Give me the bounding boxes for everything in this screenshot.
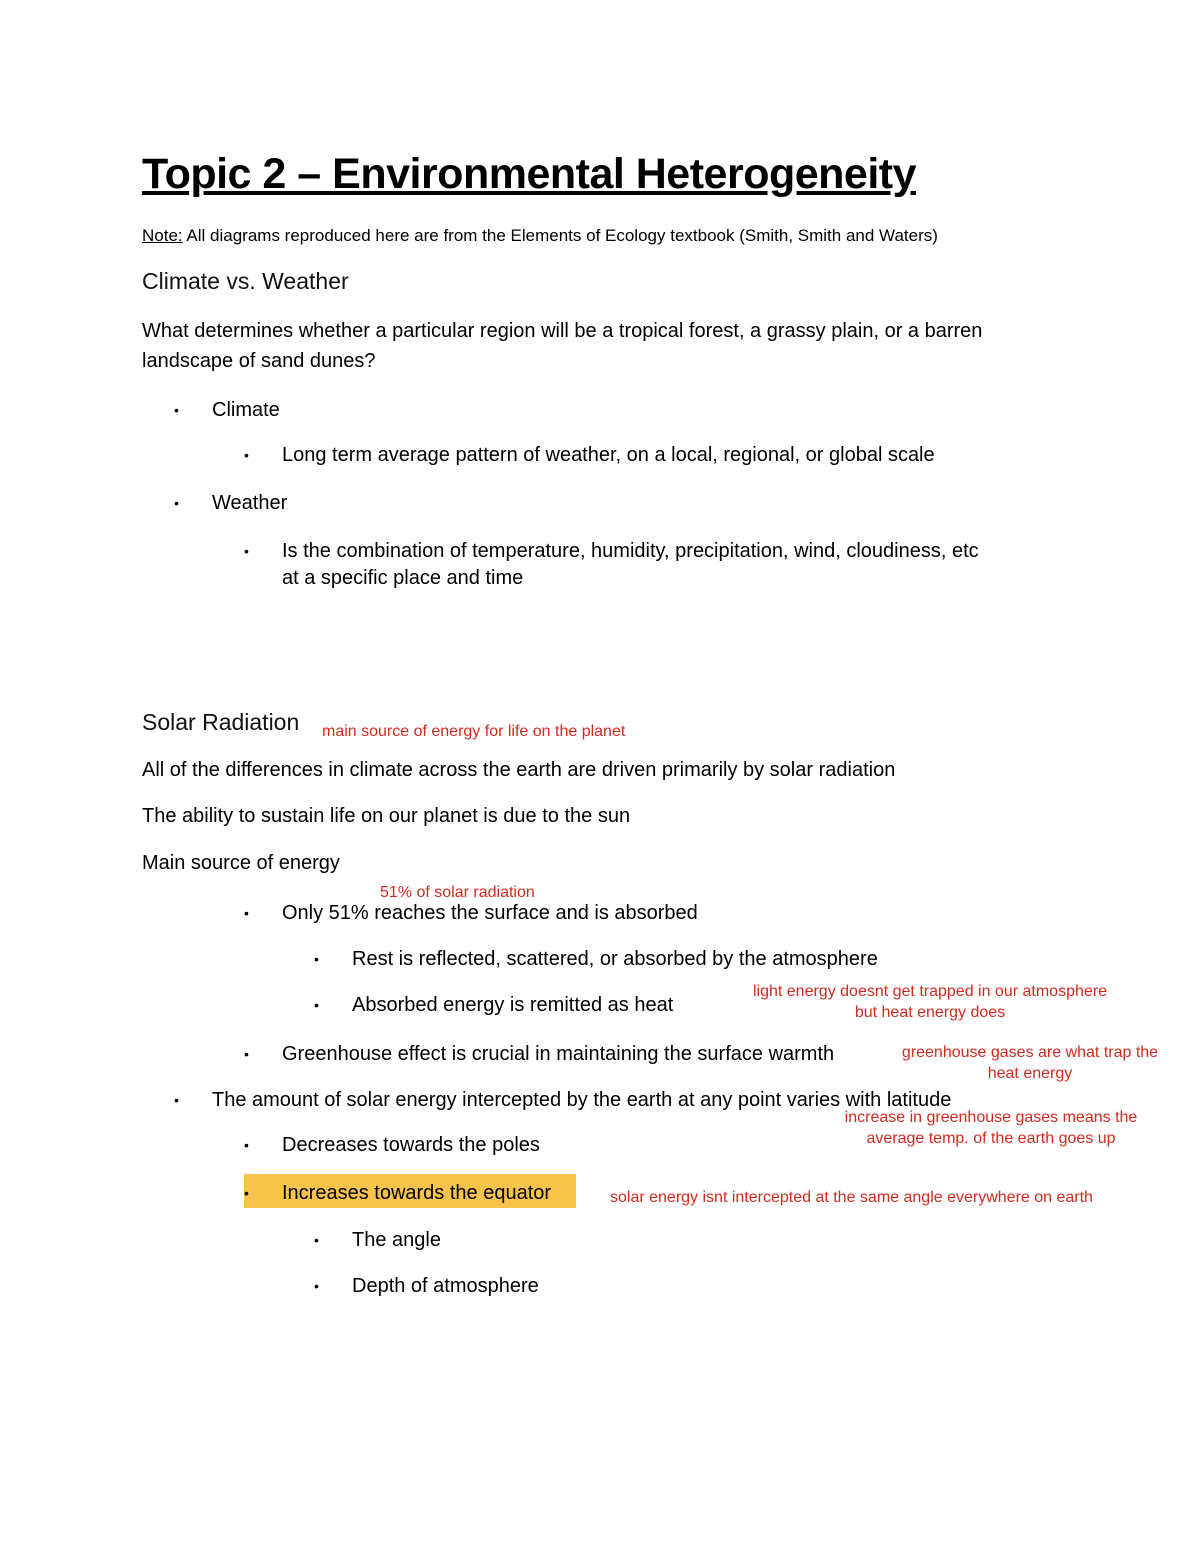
bullet-text: Climate — [212, 399, 280, 421]
page-title: Topic 2 – Environmental Heterogeneity — [142, 150, 916, 198]
bullet-dot: • — [244, 1046, 249, 1062]
bullet-text: The angle — [352, 1229, 441, 1251]
bullet-dot: • — [244, 1137, 249, 1153]
solar-line-3: Main source of energy — [142, 852, 340, 874]
bullet-dot: • — [174, 1092, 179, 1108]
question-line-2: landscape of sand dunes? — [142, 350, 376, 372]
note-line — [142, 226, 938, 246]
bullet-dot: • — [244, 1185, 249, 1201]
bullet-text: Long term average pattern of weather, on a local, regional, or global scale — [282, 444, 935, 466]
annotation-greenhouse-2: heat energy — [987, 1065, 1073, 1082]
bullet-dot: • — [314, 997, 319, 1013]
bullet-dot: • — [314, 951, 319, 967]
bullet-dot: • — [314, 1278, 319, 1294]
bullet-dot: • — [244, 447, 249, 463]
bullet-text: Greenhouse effect is crucial in maintaining the surface warmth — [282, 1043, 835, 1065]
bullet-text: The amount of solar energy intercepted by the earth at any point varies with latitude — [212, 1089, 952, 1111]
bullet-text: Absorbed energy is remitted as heat — [352, 994, 674, 1016]
bullet-text: Rest is reflected, scattered, or absorbed by the atmosphere — [352, 948, 878, 970]
annotation-greenhouse-1: greenhouse gases are what trap the — [901, 1044, 1159, 1061]
question-line-1: What determines whether a particular region will be a tropical forest, a grassy plain, or a barren — [142, 320, 983, 342]
bullet-text: Is the combination of temperature, humidity, precipitation, wind, cloudiness, etc — [282, 540, 979, 562]
bullet-text: Increases towards the equator — [282, 1182, 552, 1204]
bullet-text: Weather — [212, 492, 288, 514]
section-heading-climate-weather: Climate vs. Weather — [142, 268, 349, 294]
annotation-angle: solar energy isnt intercepted at the same angle everywhere on earth — [610, 1189, 1093, 1206]
annotation-light-energy-2: but heat energy does — [854, 1004, 1006, 1021]
bullet-dot: • — [174, 495, 179, 511]
bullet-text: Only 51% reaches the surface and is absorbed — [282, 902, 698, 924]
annotation-51-percent: 51% of solar radiation — [380, 884, 535, 901]
note-text: All diagrams reproduced here are from the Elements of Ecology textbook (Smith, Smith and Waters) — [182, 226, 938, 245]
solar-line-1: All of the differences in climate across the earth are driven primarily by solar radiation — [142, 759, 896, 781]
annotation-increase-gh-1: increase in greenhouse gases means the — [844, 1109, 1138, 1126]
bullet-dot: • — [174, 402, 179, 418]
annotation-main-source: main source of energy for life on the planet — [322, 723, 626, 740]
bullet-dot: • — [244, 905, 249, 921]
note-label: Note: — [142, 226, 183, 245]
section-heading-solar-radiation: Solar Radiation — [142, 709, 300, 735]
weather-definition-line-2: at a specific place and time — [282, 567, 524, 589]
bullet-text: Decreases towards the poles — [282, 1134, 540, 1156]
solar-line-2: The ability to sustain life on our planet is due to the sun — [142, 805, 631, 827]
bullet-text: Depth of atmosphere — [352, 1275, 539, 1297]
bullet-dot: • — [314, 1232, 319, 1248]
bullet-dot: • — [244, 543, 249, 559]
annotation-light-energy-1: light energy doesnt get trapped in our atmosphere — [752, 983, 1107, 1000]
annotation-increase-gh-2: average temp. of the earth goes up — [866, 1130, 1116, 1147]
